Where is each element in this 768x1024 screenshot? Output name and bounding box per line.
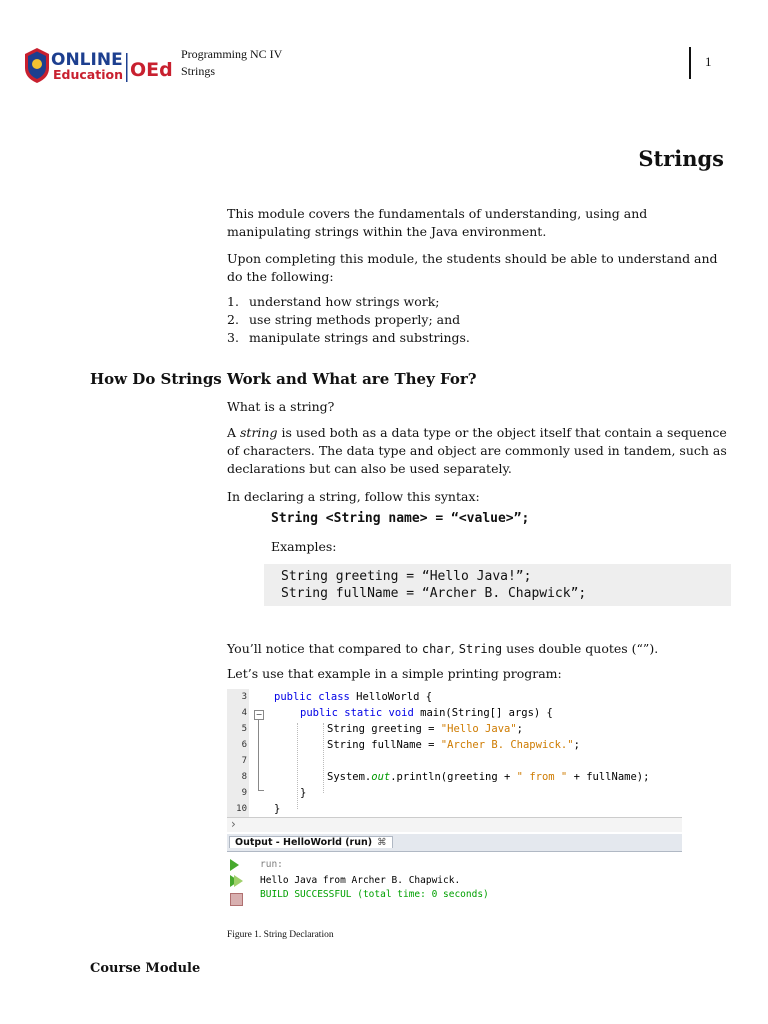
code-fold-toggle[interactable]: − — [255, 710, 263, 719]
line-number: 5 — [241, 724, 247, 734]
line-number-gutter — [227, 689, 249, 817]
line-number: 10 — [236, 804, 247, 814]
syntax-code: String <String name> = “<value>”; — [271, 511, 530, 526]
chevron-right-icon: › — [231, 817, 236, 831]
code-line: String greeting = "Hello Java"; — [327, 723, 523, 735]
example-code-block — [264, 564, 731, 606]
output-line: BUILD SUCCESSFUL (total time: 0 seconds) — [260, 889, 489, 900]
code-line: public static void main(String[] args) { — [300, 707, 553, 719]
indent-guide — [297, 723, 298, 809]
notice-paragraph: You’ll notice that compared to char, String uses double quotes (“”). — [227, 641, 659, 656]
close-icon[interactable]: ⌘ — [377, 837, 387, 848]
header-text — [181, 46, 282, 80]
line-number: 3 — [241, 692, 247, 702]
page-title: Strings — [638, 146, 724, 171]
code-line: public class HelloWorld { — [274, 691, 433, 703]
list-item: 1. understand how strings work; — [227, 294, 440, 309]
ide-screenshot — [227, 689, 682, 919]
line-number: 9 — [241, 788, 247, 798]
string-definition: A string is used both as a data type or the object itself that contain a sequence of characters. The data type and object are commonly used in tandem, such as declarations but can also be used separately. — [227, 425, 727, 476]
examples-label: Examples: — [271, 539, 337, 554]
indent-guide — [323, 723, 324, 793]
logo-online-text: ONLINE — [51, 50, 123, 70]
output-toolbar — [227, 855, 245, 906]
rerun-with-options-icon[interactable] — [230, 875, 239, 887]
logo-oed-text: OEd — [130, 59, 173, 81]
code-line: String fullName = "Archer B. Chapwick."; — [327, 739, 580, 751]
header-divider — [689, 47, 691, 79]
header-course: Programming NC IV — [181, 47, 283, 61]
code-line: System.out.println(greeting + " from " + fullName); — [327, 771, 650, 783]
code-line: String greeting = “Hello Java!”; — [281, 569, 532, 584]
intro-paragraph: This module covers the fundamentals of understanding, using and manipulating strings within the Java environment. — [227, 206, 648, 239]
code-line: } — [274, 803, 281, 815]
objectives-intro: Upon completing this module, the students should be able to understand and do the following: — [227, 251, 718, 284]
section-heading: How Do Strings Work and What are They For? — [90, 370, 477, 388]
list-item: 3. manipulate strings and substrings. — [227, 330, 470, 345]
output-line: run: — [260, 859, 283, 870]
code-line: String fullName = “Archer B. Chapwick”; — [281, 586, 587, 601]
line-number: 8 — [241, 772, 247, 782]
online-education-logo — [22, 44, 182, 86]
output-tab[interactable]: Output - HelloWorld (run) ⌘ — [229, 836, 393, 848]
output-tab-bar — [227, 834, 682, 852]
syntax-intro: In declaring a string, follow this syntax: — [227, 489, 480, 504]
code-line: } — [300, 787, 307, 799]
output-line: Hello Java from Archer B. Chapwick. — [260, 875, 461, 886]
objectives-list — [227, 293, 727, 347]
page-number: 1 — [705, 54, 712, 69]
line-number: 7 — [241, 756, 247, 766]
list-item: 2. use string methods properly; and — [227, 312, 461, 327]
fold-guide-end — [258, 790, 264, 791]
logo-education-text: Education — [53, 67, 123, 82]
program-intro: Let’s use that example in a simple printing program: — [227, 666, 562, 681]
rerun-icon[interactable] — [230, 859, 239, 871]
line-number: 4 — [241, 708, 247, 718]
fold-guide — [258, 720, 259, 790]
header-topic: Strings — [181, 64, 216, 78]
figure-caption: Figure 1. String Declaration — [227, 930, 334, 940]
horizontal-scrollbar[interactable] — [227, 817, 682, 832]
footer-label: Course Module — [90, 961, 201, 976]
section-question: What is a string? — [227, 399, 335, 414]
stop-icon[interactable] — [230, 893, 243, 906]
line-number: 6 — [241, 740, 247, 750]
